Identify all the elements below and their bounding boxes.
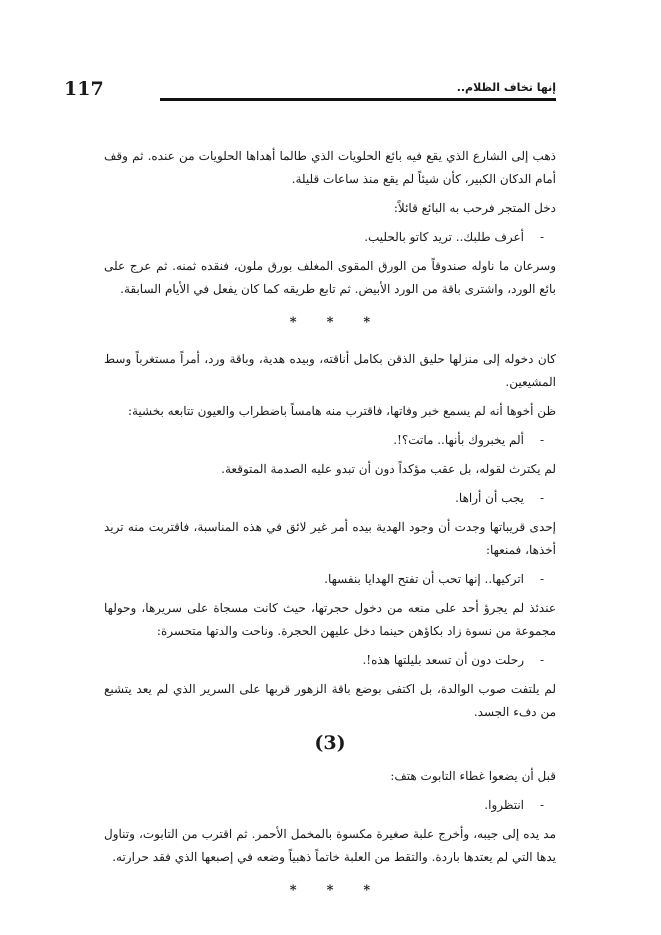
dialogue-line [104,429,556,452]
dialogue-text: يجب أن أراها. [455,491,524,505]
page-body [104,145,556,916]
dialogue-dash: - [539,433,544,447]
paragraph: وسرعان ما ناوله صندوقاً من الورق المقوى المغلف بورق ملون، فنقده ثمنه. ثم عرج على بائع الورد، واشترى باقة من الورد الأبيض. ثم تابع طريقه كما كان يفعل في الأيام السابقة. [104,259,556,296]
section-separator [104,879,556,902]
paragraph: لم يكترث لقوله، بل عقب مؤكداً دون أن تبدو عليه الصدمة المتوقعة. [221,462,556,476]
dialogue-line [104,226,556,249]
dialogue-line [104,487,556,510]
dialogue-text: اتركيها.. إنها تحب أن تفتح الهدايا بنفسها. [324,572,524,586]
dialogue-dash: - [539,798,544,812]
paragraph: قبل أن يضعوا غطاء التابوت هتف: [390,769,556,783]
dialogue-dash: - [539,653,544,667]
header-rule [160,98,556,101]
paragraph: عندئذ لم يجرؤ أحد على منعه من دخول حجرتها، حيث كانت مسجاة على سريرها، وحولها مجموعة من نسوة زاد بكاؤهن حينما دخل عليهن الحجرة. وناحت والدتها متحسرة: [104,601,556,638]
dialogue-text: انتظروا. [484,798,524,812]
section-number: (3) [314,732,346,754]
dialogue-dash: - [539,491,544,505]
dialogue-text: رحلت دون أن تسعد بليلتها هذه!. [362,653,524,667]
dialogue-dash: - [539,230,544,244]
separator-star: * [326,315,334,330]
separator-star: * [363,315,371,330]
running-title: إنها تخاف الظلام.. [456,81,556,94]
dialogue-text: أعرف طلبك.. تريد كاتو بالحليب. [364,230,524,244]
dialogue-line [104,794,556,817]
separator-star: * [289,315,297,330]
paragraph: دخل المتجر فرحب به البائع قائلاً: [393,201,556,215]
dialogue-line [104,568,556,591]
paragraph: لم يلتفت صوب الوالدة، بل اكتفى بوضع باقة الزهور قربها على السرير الذي لم يعد يتشبع من دفء الجسد. [104,682,556,719]
separator-star: * [363,883,371,898]
dialogue-text: ألم يخبروك بأنها.. ماتت؟!. [393,433,524,447]
page-header [64,78,556,104]
page-number: 117 [64,78,104,100]
dialogue-dash: - [539,572,544,586]
dialogue-line [104,649,556,672]
paragraph: ظن أخوها أنه لم يسمع خبر وفاتها، فاقترب منه هامساً باضطراب والعيون تتابعه بخشية: [127,404,556,418]
separator-star: * [289,883,297,898]
separator-star: * [326,883,334,898]
paragraph: إحدى قريباتها وجدت أن وجود الهدية بيده أمر غير لائق في هذه المناسبة، فاقتربت منه تريد أخذها، فمنعها: [104,520,556,557]
paragraph: كان دخوله إلى منزلها حليق الذقن بكامل أناقته، وبيده هدية، وباقة ورد، أمراً مستغرباً وسط المشيعين. [104,352,556,389]
paragraph: ذهب إلى الشارع الذي يقع فيه بائع الحلويات الذي طالما أهداها الحلويات من عنده. ثم وقف أمام الدكان الكبير، كأن شيئاً لم يقع منذ ساعات قليلة. [104,149,556,186]
section-separator [104,311,556,334]
paragraph: مد يده إلى جيبه، وأخرج علبة صغيرة مكسوة بالمخمل الأحمر. ثم اقترب من التابوت، وتناول يدها التي لم يعتدها باردة. والتقط من العلبة خاتماً ذهبياً وضعه في إصبعها الذي فقد حرارته. [104,827,556,864]
